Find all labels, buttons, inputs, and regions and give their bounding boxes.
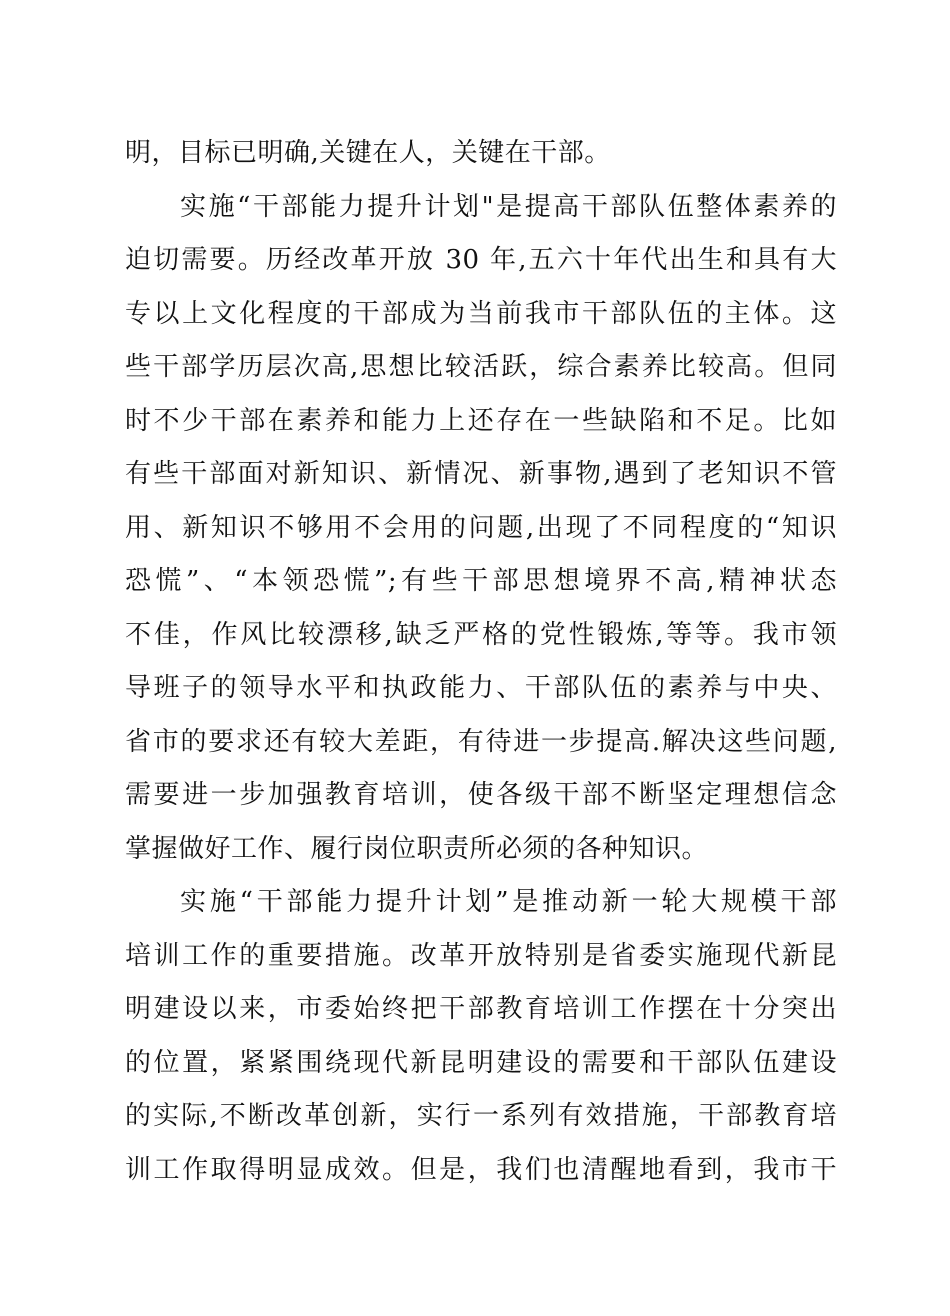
text-line: 用、新知识不够用不会用的问题,出现了不同程度的“知识: [125, 512, 837, 543]
text-line: 训工作取得明显成效。但是，我们也清醒地看到，我市干: [125, 1154, 837, 1185]
text-line: 省市的要求还有较大差距，有待进一步提高.解决这些问题,: [125, 726, 837, 757]
text-line: 的位置，紧紧围绕现代新昆明建设的需要和干部队伍建设: [125, 1047, 837, 1078]
text-line: 明建设以来，市委始终把干部教育培训工作摆在十分突出: [125, 994, 837, 1024]
body-text: [125, 127, 837, 1197]
paragraph-first-line: 实施“干部能力提升计划”是推动新一轮大规模干部: [180, 887, 837, 917]
paragraph-first-line: 实施“干部能力提升计划"是提高干部队伍整体素养的: [180, 191, 837, 222]
text-line: 时不少干部在素养和能力上还存在一些缺陷和不足。比如: [125, 405, 837, 436]
text-line: 恐慌”、“本领恐慌”;有些干部思想境界不高,精神状态: [125, 566, 837, 596]
text-line: 专以上文化程度的干部成为当前我市干部队伍的主体。这: [125, 298, 837, 329]
text-line: 的实际,不断改革创新，实行一系列有效措施，干部教育培: [125, 1101, 837, 1131]
text-line: 明，目标已明确,关键在人，关键在干部。: [125, 138, 611, 168]
text-line: 掌握做好工作、履行岗位职责所必须的各种知识。: [125, 833, 709, 864]
text-line: 需要进一步加强教育培训，使各级干部不断坚定理想信念: [125, 780, 837, 810]
text-line: 导班子的领导水平和执政能力、干部队伍的素养与中央、: [125, 673, 837, 703]
text-line: 些干部学历层次高,思想比较活跃，综合素养比较高。但同: [125, 352, 837, 382]
text-line: 培训工作的重要措施。改革开放特别是省委实施现代新昆: [125, 940, 837, 971]
text-line: 不佳，作风比较漂移,缺乏严格的党性锻炼,等等。我市领: [125, 619, 837, 650]
text-line: 有些干部面对新知识、新情况、新事物,遇到了老知识不管: [125, 459, 837, 489]
text-line: 迫切需要。历经改革开放 30 年,五六十年代出生和具有大: [125, 245, 837, 275]
